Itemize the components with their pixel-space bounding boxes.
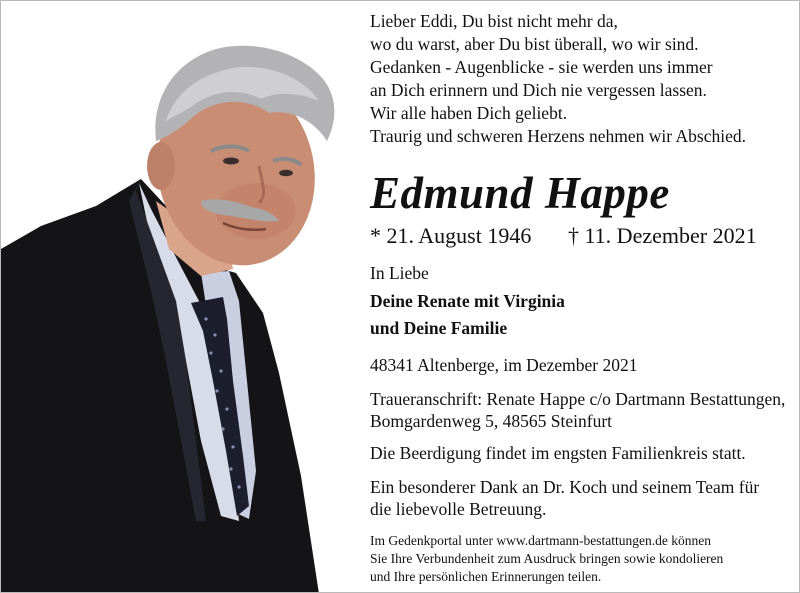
poem-line: Traurig und schweren Herzens nehmen wir Abschied. — [370, 126, 746, 146]
death-date: † 11. Dezember 2021 — [568, 223, 757, 248]
address-line: Bomgardenweg 5, 48565 Steinfurt — [370, 411, 613, 431]
birth-date: * 21. August 1946 — [370, 223, 532, 248]
poem-line: Lieber Eddi, Du bist nicht mehr da, — [370, 11, 618, 31]
poem-line: an Dich erinnern und Dich nie vergessen lassen. — [370, 80, 707, 100]
portal-line: Sie Ihre Verbundenheit zum Ausdruck bringen sowie kondolieren — [370, 551, 724, 566]
family-line: Deine Renate mit Virginia — [370, 291, 565, 311]
portal-line: Im Gedenkportal unter www.dartmann-bestattungen.de können — [370, 533, 712, 548]
in-love-text: In Liebe — [370, 263, 429, 283]
place-date: 48341 Altenberge, im Dezember 2021 — [370, 355, 638, 375]
thanks-line: Ein besonderer Dank an Dr. Koch und seinem Team für — [370, 477, 760, 497]
family-line: und Deine Familie — [370, 318, 508, 338]
thanks-line: die liebevolle Betreuung. — [370, 499, 547, 519]
poem-line: Wir alle haben Dich geliebt. — [370, 103, 568, 123]
poem-line: Gedanken - Augenblicke - sie werden uns immer — [370, 57, 713, 77]
deceased-name: Edmund Happe — [370, 168, 670, 218]
address-line: Traueranschrift: Renate Happe c/o Dartmann Bestattungen, — [370, 389, 786, 409]
poem-line: wo du warst, aber Du bist überall, wo wir sind. — [370, 34, 699, 54]
portrait-photo — [1, 1, 351, 593]
portal-line: und Ihre persönlichen Erinnerungen teilen. — [370, 569, 602, 584]
funeral-note: Die Beerdigung findet im engsten Familienkreis statt. — [370, 443, 746, 463]
